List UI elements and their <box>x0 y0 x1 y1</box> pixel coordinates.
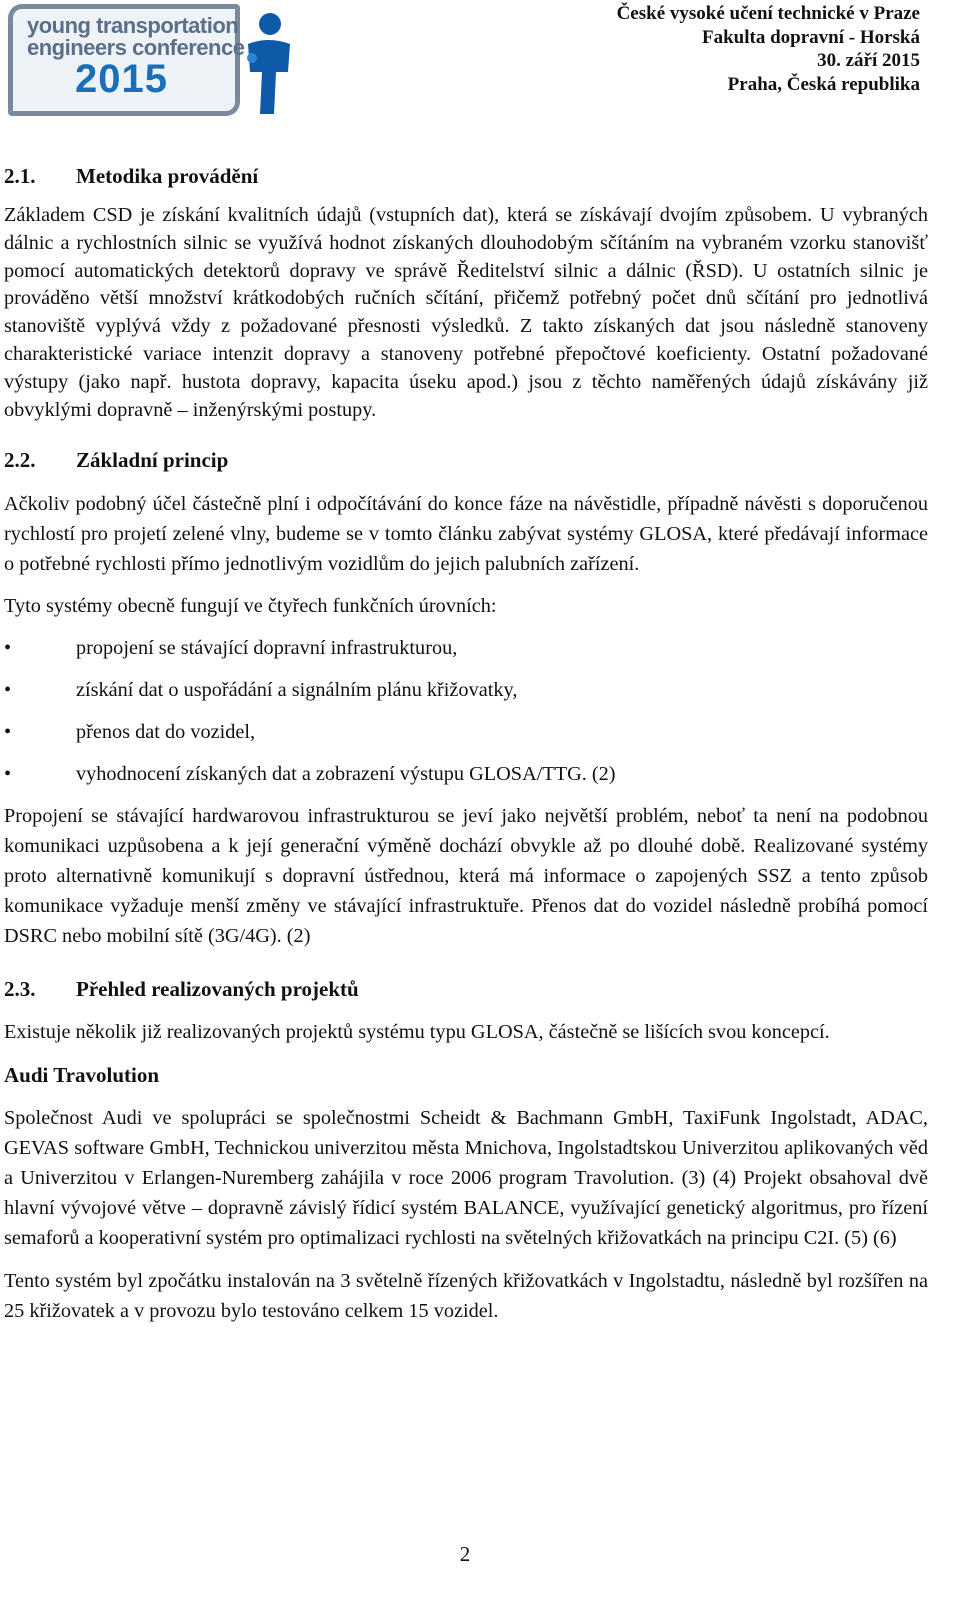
paragraph-audi: Společnost Audi ve spolupráci se společnostmi Scheidt & Bachmann GmbH, TaxiFunk Ingolstadt, ADAC, GEVAS software GmbH, Technickou univerzitou města Mnichova, Ingolstadtskou Univerzitou aplikovaných věd a Univerzitou v Erlangen-Nuremberg zahájila v roce 2006 program Travolution. (3) (4) Projekt obsahoval dvě hlavní vývojové větve – dopravně závislý řídicí systém BALANCE, využívající genetický algoritmus, pro řízení semaforů a kooperativní systém pro optimalizaci rychlosti na světelných křižovatkách na principu C2I. (5) (6) <box>4 1106 928 1249</box>
bullet-icon: • <box>4 763 12 786</box>
faculty-name: Fakulta dopravní - Horská <box>701 26 920 48</box>
list-item <box>4 676 928 705</box>
section-heading-2-1 <box>4 162 928 190</box>
list-item <box>4 634 928 663</box>
conference-date: 30. září 2015 <box>817 50 920 71</box>
conference-city: Praha, Česká republika <box>727 73 920 95</box>
section-number: 2.1. <box>4 164 36 188</box>
logo-year: 2015 <box>75 57 168 101</box>
bullet-icon: • <box>4 637 12 660</box>
logo-badge <box>8 4 245 116</box>
list-item-text: propojení se stávající dopravní infrastrukturou, <box>76 637 458 660</box>
section-title: Přehled realizovaných projektů <box>76 976 359 1001</box>
section-heading-2-3 <box>4 975 928 1003</box>
page-number: 2 <box>459 1542 471 1566</box>
list-item <box>4 760 928 789</box>
logo-line-1: young transportation <box>27 13 239 38</box>
subheading-audi-travolution: Audi Travolution <box>4 1062 160 1087</box>
bullet-icon: • <box>4 679 12 702</box>
paragraph-infrastructure: Propojení se stávající hardwarovou infrastrukturou se jeví jako největší problém, neboť ta není na podobnou komunikaci uzpůsobena a k její generační výměně dochází obvykle až po dlouhé době. Realizované systémy proto alternativně komunikují s dopravní ústřednou, která má informace o zapojených SSZ a tento způsob komunikace vyžaduje menší změny ve stávající infrastruktuře. Přenos dat do vozidel následně probíhá pomocí DSRC nebo mobilní sítě (3G/4G). (2) <box>4 805 928 947</box>
section-title: Základní princip <box>76 448 229 473</box>
university-name: České vysoké učení technické v Praze <box>616 3 920 24</box>
conference-info <box>617 2 920 96</box>
logo-line-2: engineers conference <box>27 35 245 60</box>
person-icon <box>238 10 298 116</box>
paragraph-installation: Tento systém byl zpočátku instalován na 3 světelně řízených křižovatkách v Ingolstadtu, následně byl rozšířen na 25 křižovatek a v provozu bylo testováno celkem 15 vozidel. <box>4 1269 928 1322</box>
section-number: 2.2. <box>4 448 36 473</box>
conference-logo <box>4 2 294 118</box>
paragraph-methodology: Základem CSD je získání kvalitních údajů (vstupních dat), která se získávají dvojím způsobem. U vybraných dálnic a rychlostních silnic se využívá hodnot získaných dlouhodobým sčítáním na vybraném vzorku stanovišť pomocí automatických detektorů dopravy ve správě Ředitelství silnic a dálnic (ŘSD). U ostatních silnic je prováděno větší množství krátkodobých ručních sčítání, přičemž potřebný počet dnů sčítání pro jednotlivá stanoviště vyplývá vždy z požadované přesnosti výsledků. Z takto získaných dat jsou následně stanoveny charakteristické variace intenzit dopravy a stanoveny potřebné přepočtové koeficienty. Ostatní požadované výstupy (jako např. hustota dopravy, kapacita úseku apod.) jsou z těchto naměřených údajů získávány již obvyklými dopravně – inženýrskými postupy. <box>4 204 928 421</box>
page-content <box>4 146 928 1326</box>
list-item <box>4 718 928 747</box>
list-item-text: vyhodnocení získaných dat a zobrazení výstupu GLOSA/TTG. (2) <box>76 763 616 786</box>
section-number: 2.3. <box>4 976 36 1001</box>
paragraph-principle: Ačkoliv podobný účel částečně plní i odpočítávání do konce fáze na návěstidle, případně návěsti s doporučenou rychlostí pro projetí zelené vlny, budeme se v tomto článku zabývat systémy GLOSA, které předávají informace o potřebné rychlosti přímo jednotlivým vozidlům do jejich palubních zařízení. <box>4 493 928 576</box>
paragraph-levels-intro: Tyto systémy obecně fungují ve čtyřech funkčních úrovních: <box>4 595 497 618</box>
list-item-text: získání dat o uspořádání a signálním plánu křižovatky, <box>76 679 518 702</box>
bullet-icon: • <box>4 721 12 744</box>
list-item-text: přenos dat do vozidel, <box>76 721 256 744</box>
paragraph-projects-intro: Existuje několik již realizovaných projektů systému typu GLOSA, částečně se lišících svou koncepcí. <box>4 1020 830 1043</box>
section-title: Metodika provádění <box>76 164 259 188</box>
functional-levels-list <box>4 634 928 789</box>
section-heading-2-2 <box>4 446 928 474</box>
